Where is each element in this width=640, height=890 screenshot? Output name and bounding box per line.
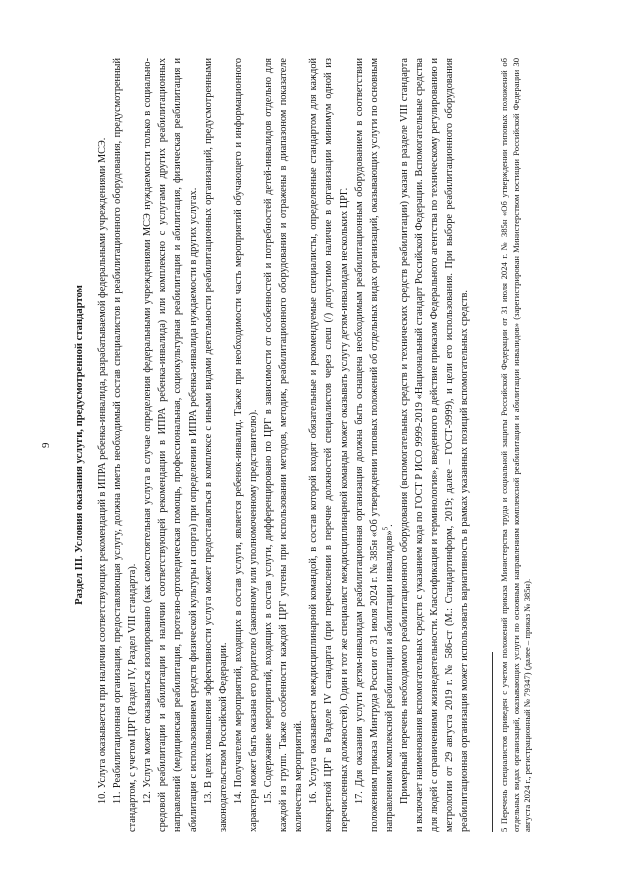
- paragraph-17-text: 17. Для оказания услуги детям-инвалидам реабилитационная организация должна быть оснащена необходимым реабилитационным оборудованием в соответствии положениям приказа Минтруда России от 31 июля 2024 г. № 385н «Об утверждении типовых положений об отдельных видах организаций, оказывающих услуги по основным направлениям комплексной реабилитации и абилитации инвалидов»: [353, 58, 395, 832]
- paragraph-10: 10. Услуга оказывается при наличии соответствующих рекомендаций в ИПРА ребенка-инвалида, разрабатываемой федеральными учреждениями МСЭ.: [97, 137, 108, 804]
- footnote-divider: [492, 652, 493, 832]
- paragraph-17-suffix: .: [383, 524, 395, 527]
- paragraph-16: 16. Услуга оказывается междисциплинарной командой, в состав которой входят обязательные и рекомендуемые специалисты, определенные стандартом для каждой конкретной ЦРГ в Разделе IV стандарта (при перечислении в перечне должностей специалистов через слеш (/) допустимо наличие в организации минимум одной из перечисленных должностей). Один и тот же специалист междисциплинарной команды может оказывать услугу детям-инвалидам нескольких ЦРГ.: [308, 58, 350, 832]
- footnote: 5 Перечень специалистов приведен с учетом положений приказа Министерства труда и социальной защиты Российской Федерации от 31 июля 2024 г. № 385н «Об утверждении типовых положений об отдельных видах организаций, оказывающих услуги по основным направлениям комплексной реабилитации и абилитации инвалидов» (зарегистрирован Министерством юстиции Российской Федерации 30 августа 2024 г., регистрационный № 79347) (далее – приказ № 385н).: [499, 58, 533, 832]
- footnote-reference: 5: [381, 526, 390, 531]
- page-number: 9: [40, 442, 52, 448]
- paragraph-11: 11. Реабилитационная организация, предоставляющая услугу, должна иметь необходимый состав специалистов и реабилитационного оборудования, предусмотренный стандартом, с учетом ЦРГ (Раздел IV, Раздел VIII стандарта).: [112, 58, 139, 832]
- paragraph-13: 13. В целях повышения эффективности услуга может предоставляться в комплексе с иными видами деятельности реабилитационных организаций, предусмотренными законодательством Российской Федерации.: [202, 58, 229, 832]
- paragraph-14: 14. Получателем мероприятий, входящих в состав услуги, является ребенок-инвалид. Также при необходимости часть мероприятий обучающего и информационного характера может быть оказана его родителю (законному или уполномоченному представителю).: [232, 58, 259, 832]
- paragraph-12: 12. Услуга может оказываться изолированно (как самостоятельная услуга в случае определения федеральными учреждениями МСЭ нуждаемости только в социально-средовой реабилитации и абилитации и наличии соответствующей рекомендации в ИПРА ребенка-инвалида) или комплексно с услугами других реабилитационных направлений (медицинская реабилитация, протезно-ортопедическая помощь, профессиональная, социокультурная реабилитация и абилитация, физическая реабилитация и абилитация с использованием средств физической культуры и спорта) при определении в ИПРА ребенка-инвалида нуждаемости в других услугах.: [142, 58, 199, 832]
- paragraph-equipment-list: Примерный перечень необходимого реабилитационного оборудования (вспомогательных средств и технических средств реабилитации) указан в разделе VIII стандарта и включает наименования вспомогательных средств с указанием кода по ГОСТ Р ИСО 9999-2019 «Национальный стандарт Российской Федерации. Вспомогательные средства для людей с ограничениями жизнедеятельности. Классификация и терминология», введенного в действие приказом Федерального агентства по техническому регулированию и метрологии от 29 августа 2019 г. № 586-ст (М.: Стандартинформ, 2019; далее – ГОСТ-9999), и цели его использования. При выборе реабилитационного оборудования реабилитационная организация может использовать вариативность в рамках указанных позиций вспомогательных средств.: [398, 58, 471, 832]
- section-title: Раздел III. Условия оказания услуги, предусмотренной стандартом: [74, 285, 85, 605]
- paragraph-15: 15. Содержание мероприятий, входящих в состав услуги, дифференцировано по ЦРГ в зависимости от особенностей и потребностей детей-инвалидов отдельно для каждой из групп. Также особенности каждой ЦРГ учтены при использовании методов, методик, реабилитационного оборудования и отражены в диапазоном показателе количества мероприятий.: [263, 58, 305, 832]
- paragraph-17: [352, 58, 397, 832]
